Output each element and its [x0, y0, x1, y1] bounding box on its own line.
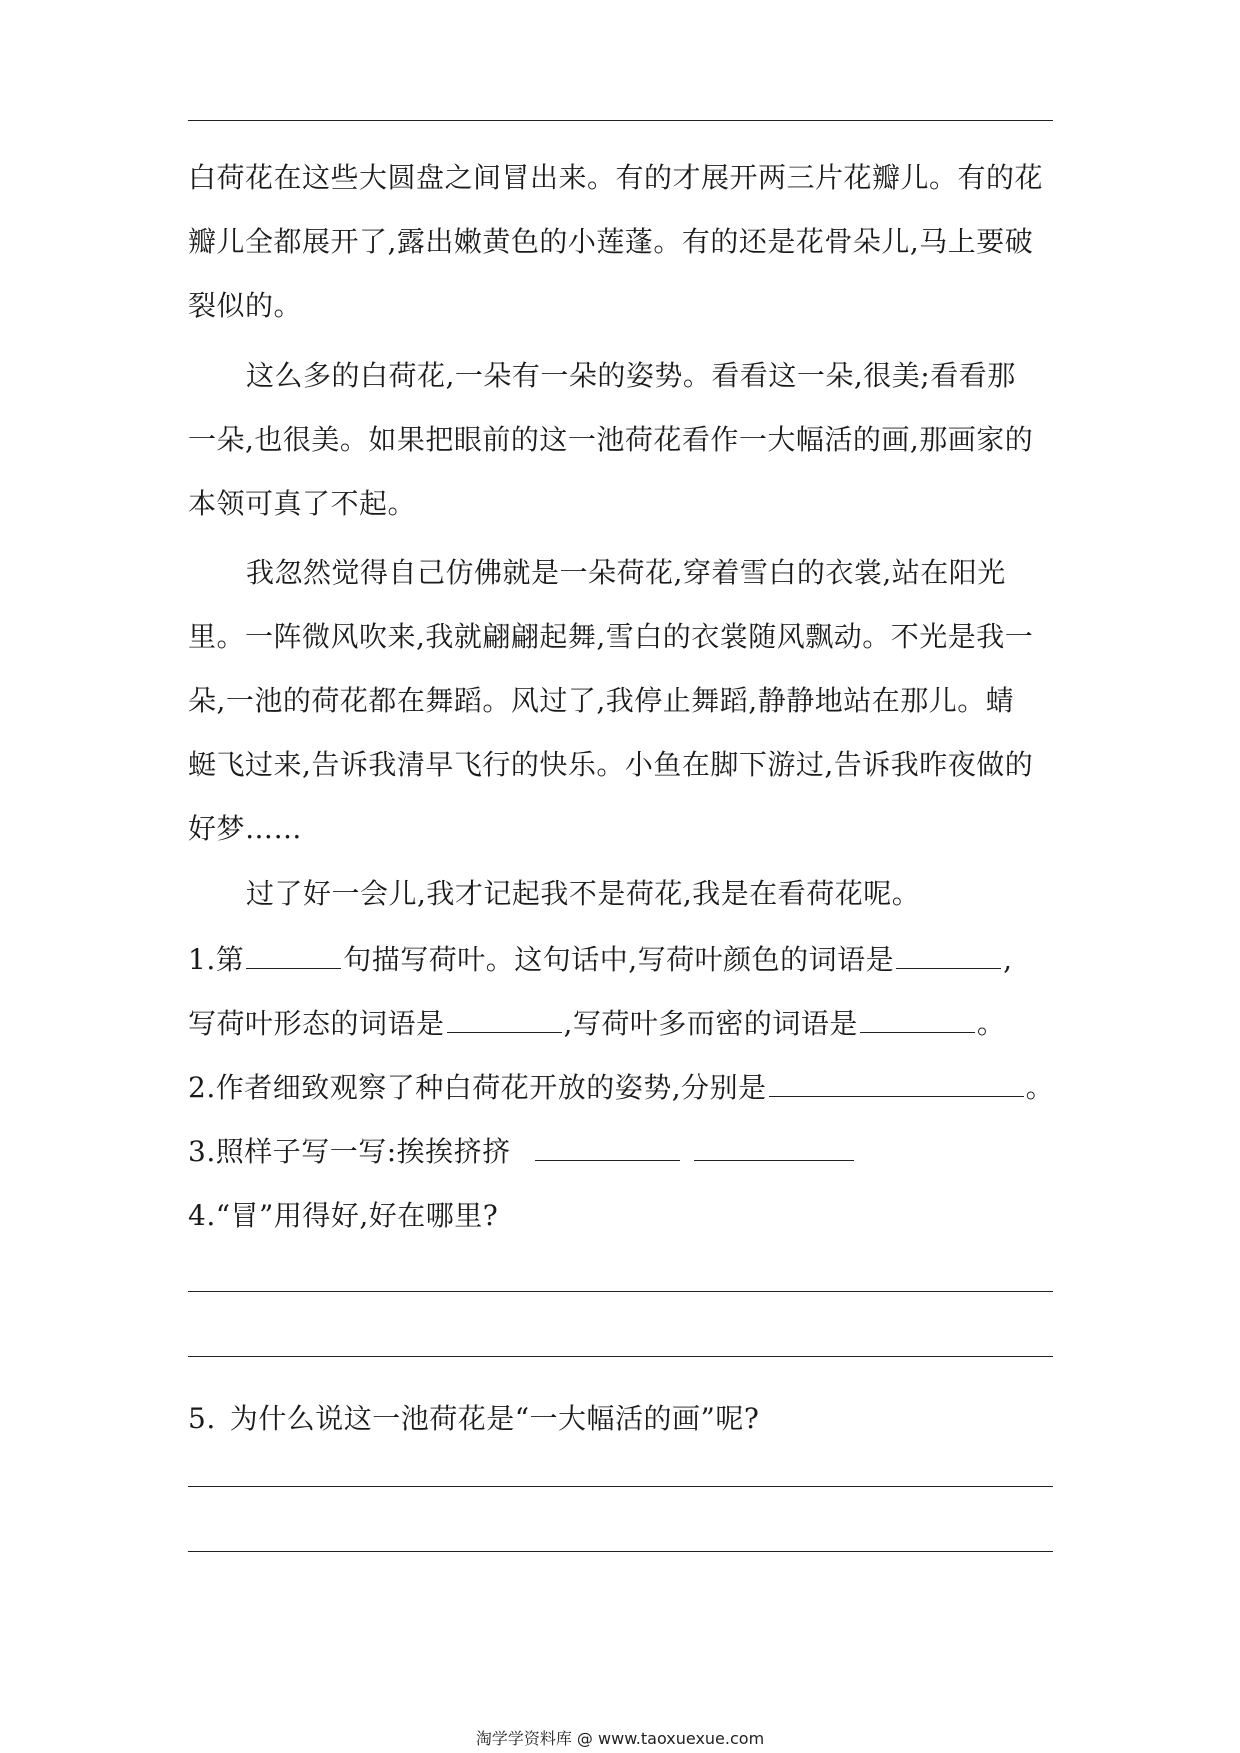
q1-text-f: 。: [976, 1007, 1006, 1040]
q1-blank-color-words[interactable]: [896, 942, 1001, 969]
q1-text-e: ,写荷叶多而密的词语是: [563, 1007, 858, 1040]
q5-text: 为什么说这一池荷花是“一大幅活的画”呢?: [229, 1402, 760, 1435]
question-4: [188, 1196, 1058, 1236]
passage-p1-line2: 瓣儿全都展开了,露出嫩黄色的小莲蓬。有的还是花骨朵儿,马上要破: [188, 225, 1034, 258]
passage-p3-line1: 我忽然觉得自己仿佛就是一朵荷花,穿着雪白的衣裳,站在阳光: [246, 556, 1006, 589]
q2-blank-postures[interactable]: [769, 1070, 1024, 1097]
passage-p4-line1: 过了好一会儿,我才记起我不是荷花,我是在看荷花呢。: [246, 877, 921, 910]
passage-p1-line1: 白荷花在这些大圆盘之间冒出来。有的才展开两三片花瓣儿。有的花: [188, 161, 1044, 194]
footer-watermark: 淘学学资料库 @ www.taoxuexue.com: [475, 1729, 765, 1748]
question-5: [188, 1399, 1058, 1439]
q1-blank-sentence-number[interactable]: [246, 942, 341, 969]
header-rule: [188, 120, 1053, 121]
question-3: [188, 1132, 1058, 1172]
passage-p3-line5: 好梦……: [188, 812, 303, 845]
q3-text-a: 3.照样子写一写:挨挨挤挤: [188, 1135, 511, 1168]
q1-text-c: ,: [1003, 943, 1013, 976]
q5-number: 5.: [188, 1402, 216, 1435]
passage-p1-line3: 裂似的。: [188, 289, 303, 322]
q1-blank-shape-words[interactable]: [447, 1006, 562, 1033]
q4-text: “冒”用得好,好在哪里?: [215, 1199, 499, 1232]
passage-p2-line2: 一朵,也很美。如果把眼前的这一池荷花看作一大幅活的画,那画家的: [188, 423, 1034, 456]
question-1-line1: [188, 940, 1058, 980]
passage-p3-line2: 里。一阵微风吹来,我就翩翩起舞,雪白的衣裳随风飘动。不光是我一: [188, 620, 1034, 653]
passage-p2-line1: 这么多的白荷花,一朵有一朵的姿势。看看这一朵,很美;看看那: [246, 359, 1016, 392]
q4-answer-line-1[interactable]: [188, 1291, 1053, 1292]
passage-p3-line3: 朵,一池的荷花都在舞蹈。风过了,我停止舞蹈,静静地站在那儿。蜻: [188, 684, 1015, 717]
q3-blank-2[interactable]: [694, 1134, 854, 1161]
question-2: [188, 1068, 1058, 1108]
q1-blank-dense-words[interactable]: [860, 1006, 975, 1033]
q4-answer-line-2[interactable]: [188, 1356, 1053, 1357]
q4-number: 4.: [188, 1199, 216, 1232]
question-1-line2: [188, 1004, 1058, 1044]
q2-text-a: 2.作者细致观察了种白荷花开放的姿势,分别是: [188, 1071, 767, 1104]
q1-text-b: 句描写荷叶。这句话中,写荷叶颜色的词语是: [343, 943, 895, 976]
q1-text-d: 写荷叶形态的词语是: [188, 1007, 445, 1040]
q3-blank-1[interactable]: [535, 1134, 680, 1161]
q2-text-b: 。: [1025, 1071, 1055, 1104]
passage-p2-line3: 本领可真了不起。: [188, 487, 417, 520]
q5-answer-line-2[interactable]: [188, 1551, 1053, 1552]
q1-text-a: 1.第: [188, 943, 245, 976]
q5-answer-line-1[interactable]: [188, 1486, 1053, 1487]
passage-p3-line4: 蜓飞过来,告诉我清早飞行的快乐。小鱼在脚下游过,告诉我昨夜做的: [188, 748, 1034, 781]
